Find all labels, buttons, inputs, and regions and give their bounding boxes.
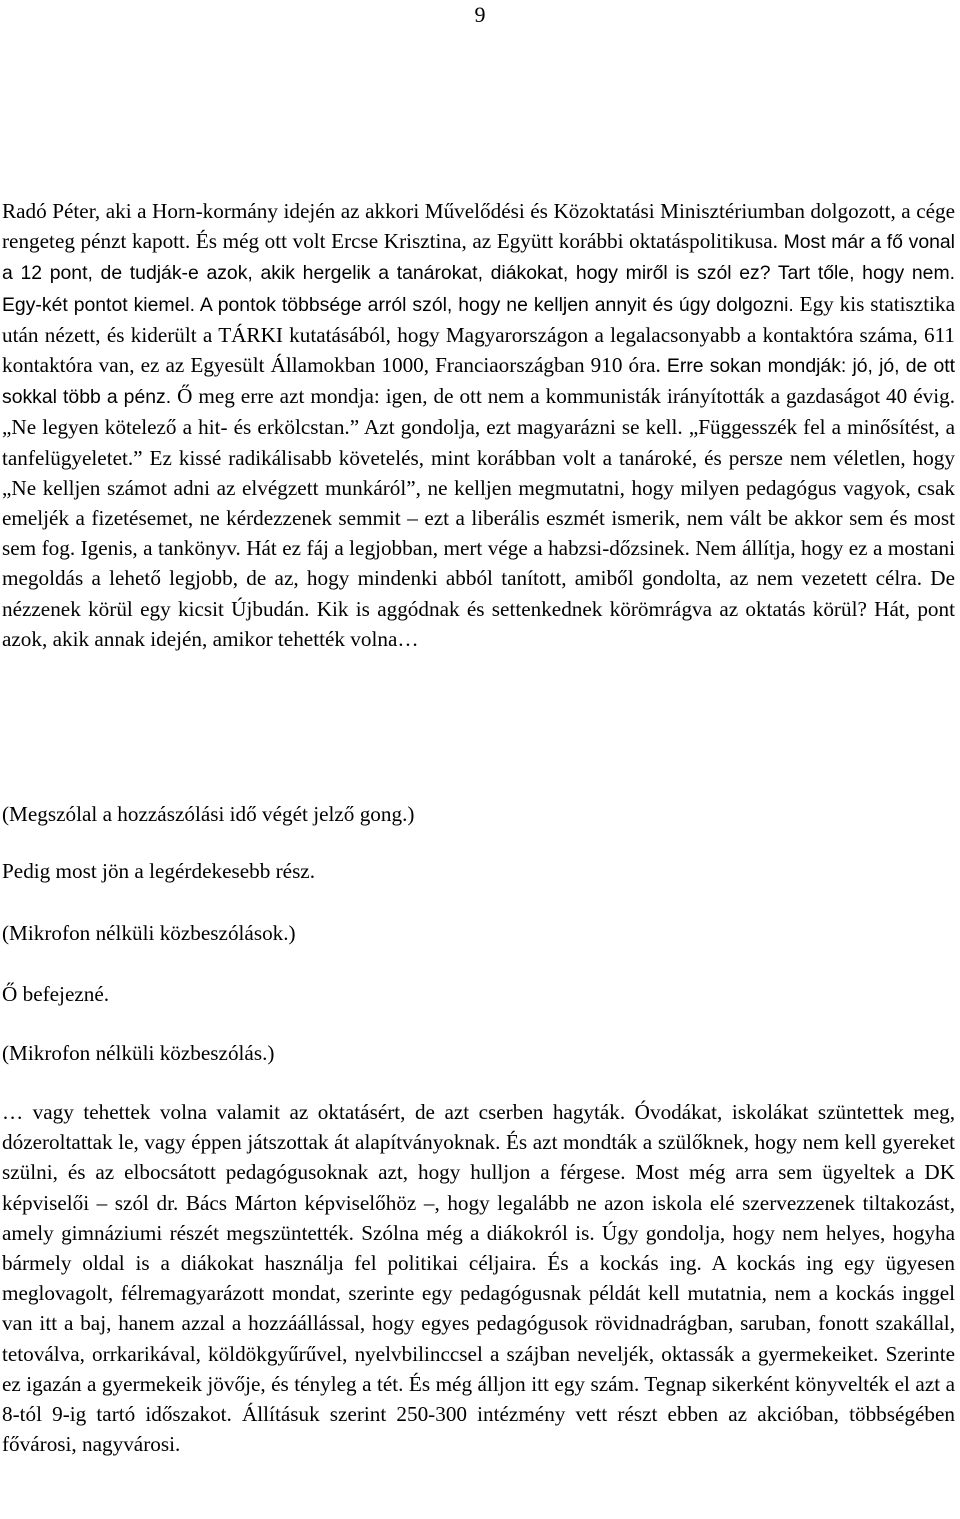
body-paragraph-1 [2,196,955,654]
body-paragraph-5: Ő befejezné. [2,982,110,1006]
body-paragraph-7: … vagy tehettek volna valamit az oktatásért, de azt cserben hagyták. Óvodákat, iskolákat szüntettek meg, dózeroltattak le, vagy éppen játszottak át alapítványoknak. És azt mondták a szülőknek, hogy nem kell gyereket szülni, és az elbocsátott pedagógusoknak azt, hogy hulljon a férgese. Most még arra sem ügyeltek a DK képviselői – szól dr. Bács Márton képviselőhöz –, hogy legalább ne azon iskola elé szervezzenek tiltakozást, amely gimnáziumi részét megszüntették. Szólna még a diákokról is. Úgy gondolja, hogy nem helyes, hogyha bármely oldal is a diákokat használja fel politikai céljaira. És a kockás ing. A kockás ing egy ügyesen meglovagolt, félremagyarázott mondat, szerinte egy pedagógusnak példát kell mutatnia, nem a kockás inggel van itt a baj, hanem azzal a hozzáállással, hogy egyes pedagógusok rövidnadrágban, saruban, fonott szakállal, tetoválva, orrkarikával, köldökgyűrűvel, nyelvbilinccsel a szájban neveljék, oktassák a gyermekeiket. Szerinte ez igazán a gyermekeik jövője, és tényleg a tét. És még álljon itt egy szám. Tegnap sikerként könyvelték el azt a 8-tól 9-ig tartó időszakot. Állításuk szerint 250-300 intézmény vett részt ebben az akcióban, többségében fővárosi, nagyvárosi. [2,1100,955,1457]
paragraph-1-part-2: Most már a fő vonal a 12 pont, de tudják-e azok, akik hergelik a tanárokat, diákokat, hogy miről is szól ez? Tart tőle, hogy nem. Egy-két pontot kiemel. A pontok többsége arról szól, hogy ne kelljen annyit és úgy dolgozni. [2,231,955,316]
interjections-note: (Mikrofon nélküli közbeszólások.) [2,921,296,945]
paragraph-1-part-4: Erre sokan mondják: jó, jó, de ott sokkal több a pénz. [2,355,956,409]
paragraph-1-part-1: Radó Péter, aki a Horn-kormány idején az akkori Művelődési és Közoktatási Minisztériumban dolgozott, a cége rengeteg pénzt kapott. És még ott volt Ercse Krisztina, az Együtt korábbi oktatáspolitikusa. [2,199,955,254]
paragraph-1-part-3: Egy kis statisztika után nézett, és kiderült a TÁRKI kutatásából, hogy Magyarországon a legalacsonyabb a kontaktóra száma, 611 kontaktóra van, ez az Egyesült Államokban 1000, Franciaországban 910 óra. [2,291,955,378]
paragraph-1-part-5: Ő meg erre azt mondja: igen, de ott nem a kommunisták irányították a gazdaságot 40 évig. „Ne legyen kötelező a hit- és erkölcstan.” Azt gondolja, ezt magyarázni se kell. „Függesszék fel a minősítést, a tanfelügyeletet.” Ez kissé radikálisabb követelés, mint korábban volt a tanároké, és persze nem véletlen, hogy „Ne kelljen számot adni az elvégzett munkáról”, ne kelljen megmutatni, hogy milyen pedagógus vagyok, csak emeljék a fizetésemet, ne kérdezzenek semmit – ezt a liberális eszmét ismerik, nem vált be akkor sem és most sem fog. Igenis, a tankönyv. Hát ez fáj a legjobban, mert vége a habzsi-dőzsinek. Nem állítja, hogy ez a mostani megoldás a lehető legjobb, de az, hogy mindenki abból tanított, amiből gondolta, az nem vezetett célra. De nézzenek körül egy kicsit Újbudán. Kik is aggódnak és settenkednek körömrágva az oktatás körül? Hát, pont azok, akik annak idején, amikor tehették volna… [2,384,955,651]
interjection-note: (Mikrofon nélküli közbeszólás.) [2,1041,275,1065]
gong-note: (Megszólal a hozzászólási idő végét jelző gong.) [2,802,415,826]
page-number: 9 [474,2,486,27]
body-paragraph-3: Pedig most jön a legérdekesebb rész. [2,859,316,883]
